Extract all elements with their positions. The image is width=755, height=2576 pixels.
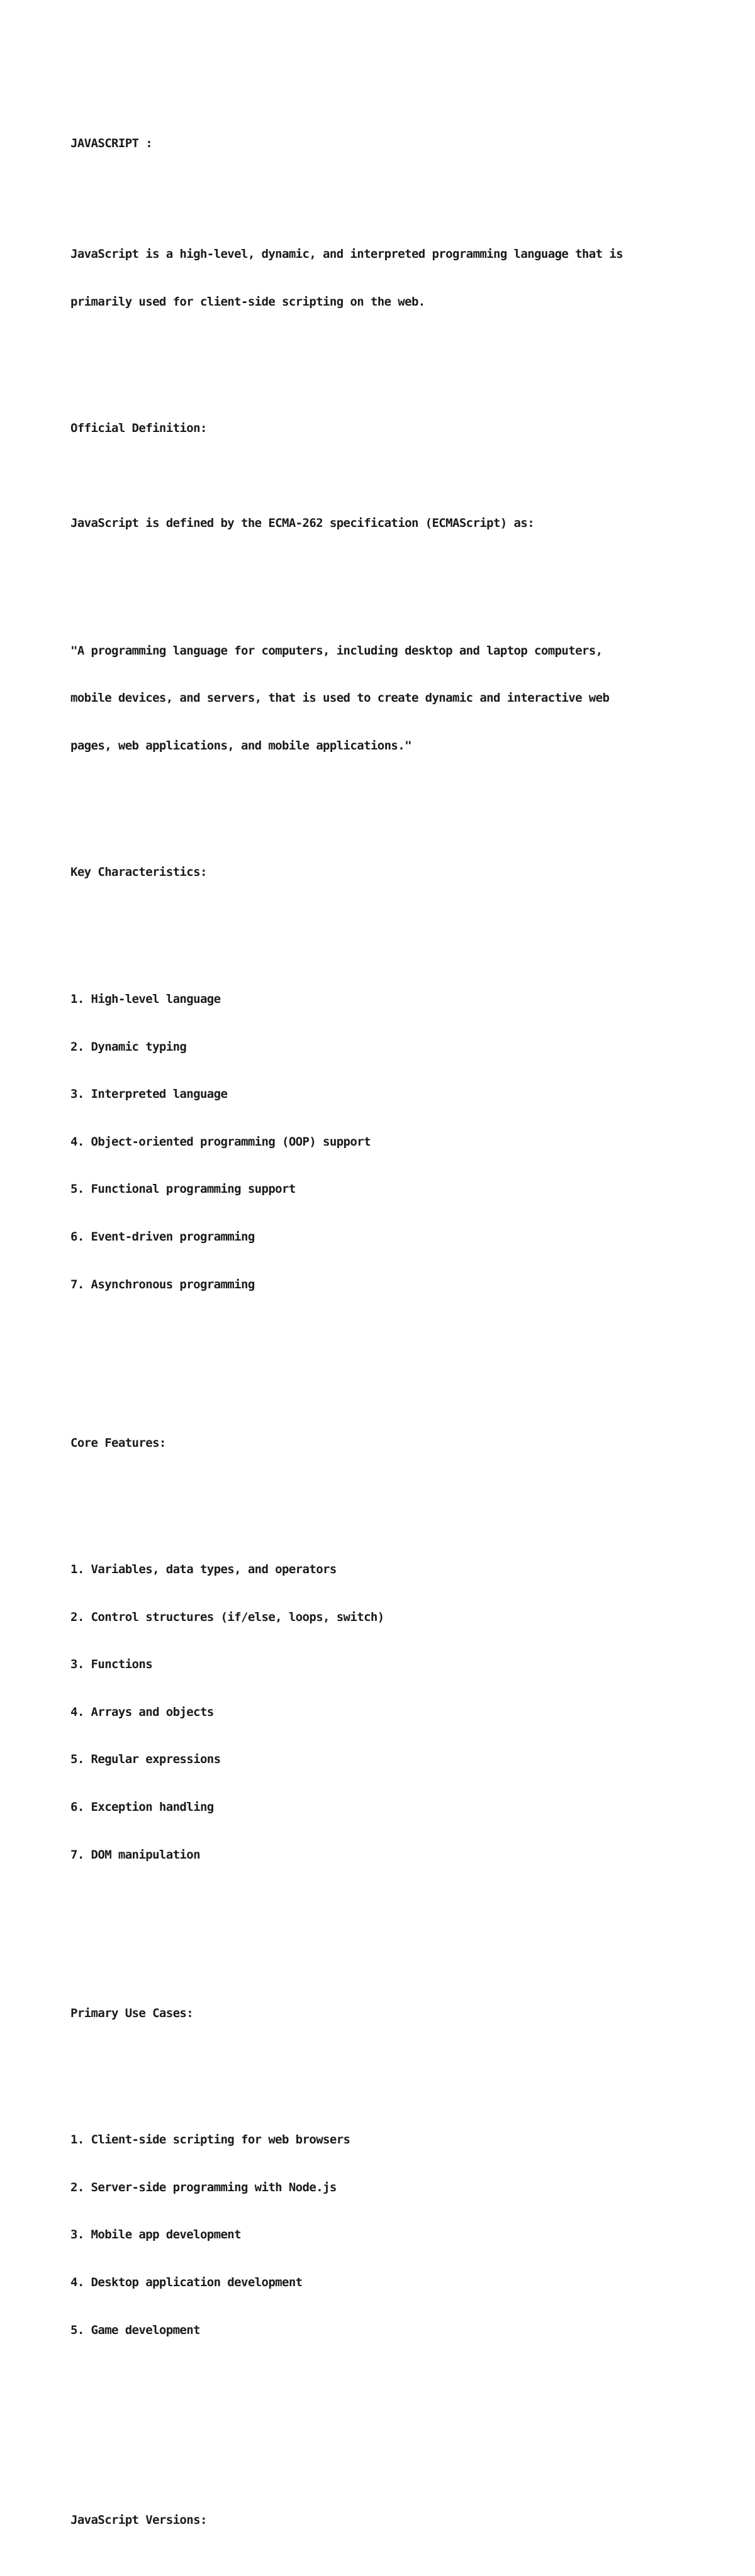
list-item: 7. DOM manipulation	[70, 1847, 200, 1862]
list-item: 5. Game development	[70, 2323, 200, 2337]
list-item: 6. Exception handling	[70, 1800, 214, 1815]
list-item: 4. Desktop application development	[70, 2275, 303, 2290]
key-characteristics-list	[70, 960, 700, 1325]
list-item: 4. Arrays and objects	[70, 1705, 214, 1719]
list-item: 7. Asynchronous programming	[70, 1277, 255, 1291]
core-features-heading: Core Features:	[70, 1435, 166, 1450]
list-item: 2. Control structures (if/else, loops, switch)	[70, 1610, 384, 1624]
list-item: 1. Client-side scripting for web browsers	[70, 2133, 350, 2147]
list-item: 2. Dynamic typing	[70, 1039, 187, 1054]
definition-quote-line-2: mobile devices, and servers, that is used to create dynamic and interactive web	[70, 691, 610, 705]
list-item: 5. Regular expressions	[70, 1752, 221, 1767]
list-item: 3. Interpreted language	[70, 1087, 228, 1102]
intro-line-2: primarily used for client-side scripting on the web.	[70, 294, 425, 309]
key-characteristics-heading: Key Characteristics:	[70, 865, 207, 880]
primary-use-cases-list	[70, 2101, 700, 2370]
list-item: 1. High-level language	[70, 992, 221, 1006]
list-item: 5. Functional programming support	[70, 1182, 296, 1197]
list-item: 1. Variables, data types, and operators	[70, 1562, 337, 1577]
definition-quote-line-1: "A programming language for computers, including desktop and laptop computers,	[70, 643, 603, 658]
core-features-list	[70, 1530, 700, 1895]
list-item: 2. Server-side programming with Node.js	[70, 2180, 337, 2194]
document-title: JAVASCRIPT :	[70, 136, 153, 150]
document-body	[70, 88, 700, 2576]
list-item: 4. Object-oriented programming (OOP) support	[70, 1134, 371, 1149]
definition-quote-line-3: pages, web applications, and mobile applications."	[70, 738, 411, 753]
intro-line-1: JavaScript is a high-level, dynamic, and interpreted programming language that is	[70, 247, 623, 261]
official-definition-lead: JavaScript is defined by the ECMA-262 specification (ECMAScript) as:	[70, 516, 535, 531]
javascript-versions-heading: JavaScript Versions:	[70, 2513, 207, 2528]
list-item: 3. Functions	[70, 1657, 153, 1672]
list-item: 3. Mobile app development	[70, 2228, 241, 2242]
list-item: 6. Event-driven programming	[70, 1229, 255, 1244]
official-definition-heading: Official Definition:	[70, 421, 207, 436]
primary-use-cases-heading: Primary Use Cases:	[70, 2006, 194, 2020]
